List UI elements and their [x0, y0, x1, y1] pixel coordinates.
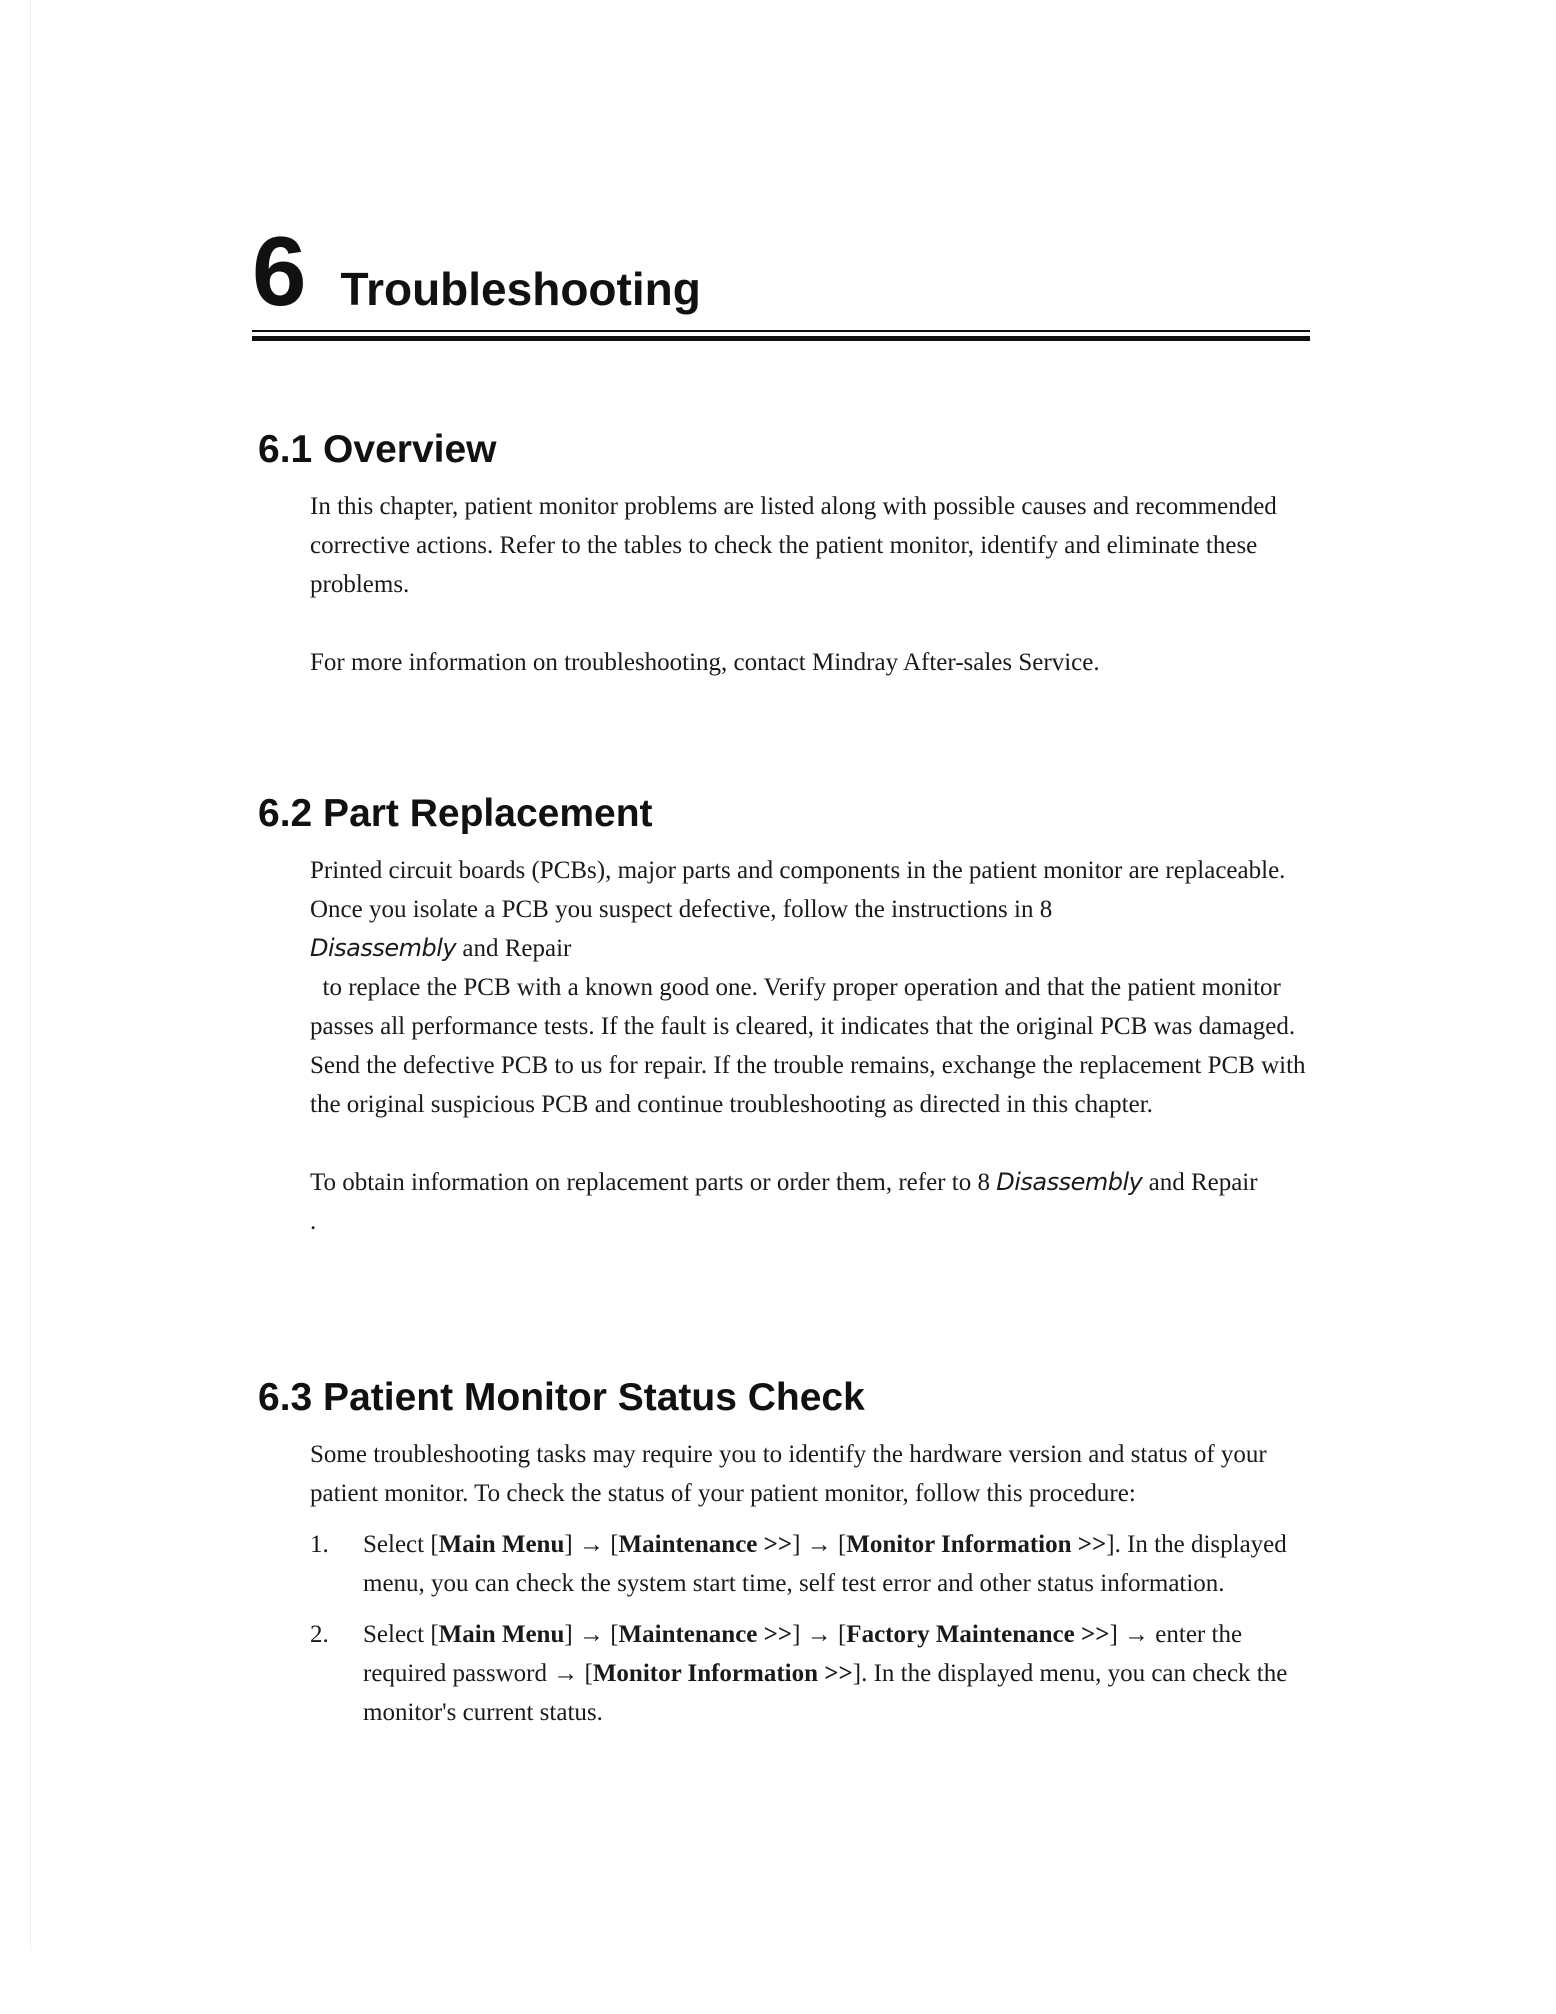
step-text-part: ] → [	[564, 1531, 619, 1558]
menu-path-maintenance: Maintenance >>	[618, 1621, 793, 1648]
reference-rest-2: and Repair	[1148, 1169, 1258, 1196]
step-text-part: ] → [	[564, 1621, 619, 1648]
section-overview	[258, 426, 1318, 682]
section-part-replacement	[258, 790, 1318, 1241]
step-text-part: ]. In the displayed menu, you can check the monitor's current status.	[363, 1660, 1288, 1726]
step-text-part: ] → [	[792, 1621, 847, 1648]
step-text-part: Select [	[363, 1621, 439, 1648]
section-body-status-check	[310, 1435, 1320, 1732]
menu-path-monitor-information: Monitor Information >>	[592, 1660, 853, 1687]
chapter-title: Troubleshooting	[340, 263, 701, 315]
section-heading-overview: 6.1 Overview	[258, 428, 497, 471]
step-text-part: ] → [	[792, 1531, 847, 1558]
chapter-rule-thin	[252, 330, 1310, 332]
status-check-intro: Some troubleshooting tasks may require you to identify the hardware version and status of your patient monitor. To check the status of your patient monitor, follow this procedure:	[310, 1441, 1267, 1507]
disassembly-reference-link[interactable]: Disassembly	[310, 934, 457, 962]
chapter-header	[252, 216, 1310, 326]
menu-path-main-menu: Main Menu	[438, 1531, 565, 1558]
overview-paragraph-1: In this chapter, patient monitor problems are listed along with possible causes and recommended corrective actions. Refer to the tables to check the patient monitor, identify and eliminate these problems.	[310, 493, 1277, 598]
section-status-check	[258, 1374, 1318, 1744]
menu-path-maintenance: Maintenance >>	[618, 1531, 793, 1558]
section-body-overview	[310, 487, 1320, 682]
reference-rest: and Repair	[462, 935, 572, 962]
step-text-part: Select [	[363, 1531, 439, 1558]
part-replacement-paragraph-2	[310, 1163, 1320, 1241]
step-number: 1.	[310, 1531, 329, 1558]
disassembly-reference-link-2[interactable]: Disassembly	[996, 1168, 1143, 1196]
step-text-part: ]. In the displayed menu, you can check the system start time, self test error and other status information.	[363, 1531, 1287, 1597]
step-number: 2.	[310, 1621, 329, 1648]
overview-paragraph-2: For more information on troubleshooting, contact Mindray After-sales Service.	[310, 649, 1100, 676]
paragraph-end-period: .	[310, 1208, 317, 1235]
status-step-2	[310, 1615, 1320, 1732]
step-text-part: ] → enter the required password → [	[363, 1621, 1243, 1687]
status-step-1	[310, 1525, 1320, 1603]
menu-path-monitor-information: Monitor Information >>	[846, 1531, 1107, 1558]
chapter-number: 6	[252, 216, 307, 326]
status-check-steps	[310, 1525, 1320, 1732]
section-heading-part-replacement: 6.2 Part Replacement	[258, 792, 653, 835]
part-replacement-text-after-ref: to replace the PCB with a known good one. Verify proper operation and that the patient monitor passes all performance tests. If the fault is cleared, it indicates that the original PCB was damaged. Send the defective PCB to us for repair. If the trouble remains, exchange the replacement PCB with the original suspicious PCB and continue troubleshooting as directed in this chapter.	[310, 974, 1306, 1118]
step-text	[363, 1615, 1320, 1732]
menu-path-factory-maintenance: Factory Maintenance >>	[846, 1621, 1110, 1648]
part-replacement-paragraph-1	[310, 851, 1320, 1124]
section-heading-status-check: 6.3 Patient Monitor Status Check	[258, 1376, 865, 1419]
chapter-rule-thick	[252, 336, 1310, 341]
part-replacement-p2-text: To obtain information on replacement parts or order them, refer to 8	[310, 1169, 990, 1196]
section-body-part-replacement	[310, 851, 1320, 1241]
step-text	[363, 1525, 1320, 1603]
part-replacement-text-before-ref: Printed circuit boards (PCBs), major parts and components in the patient monitor are replaceable. Once you isolate a PCB you suspect defective, follow the instructions in 8	[310, 857, 1286, 923]
page-edge-line	[30, 0, 31, 1950]
menu-path-main-menu: Main Menu	[438, 1621, 565, 1648]
